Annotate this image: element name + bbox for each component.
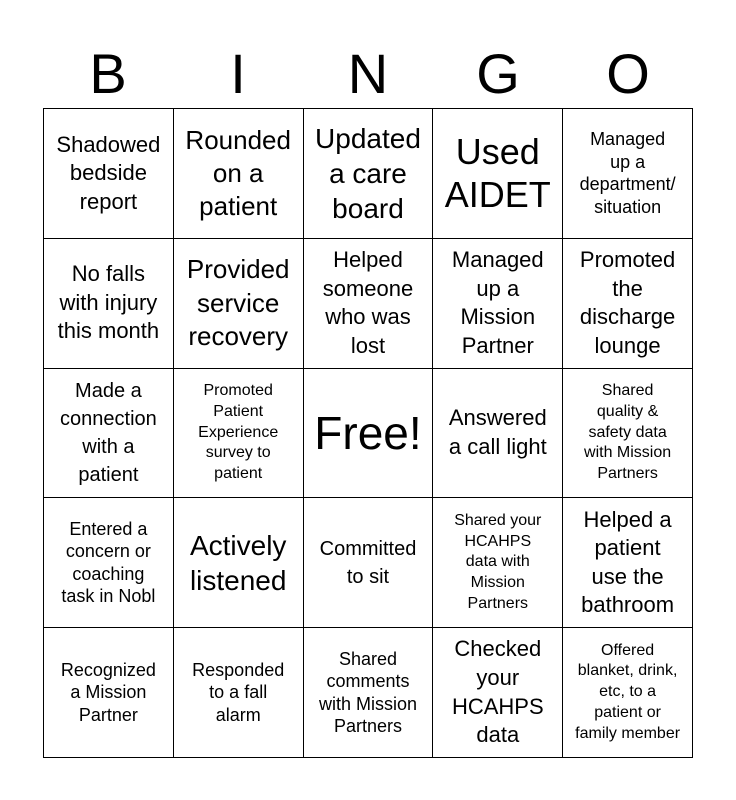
bingo-cell-free[interactable] [304,369,434,499]
cell-text: No falls with injury this month [57,261,160,344]
bingo-cell-r2-c1[interactable] [44,239,174,369]
cell-text: Managed up a Mission Partner [451,247,544,358]
bingo-cell-r4-c5[interactable] [563,498,693,628]
bingo-cell-r2-c3[interactable] [304,239,434,369]
bingo-cell-r2-c5[interactable] [563,239,693,369]
bingo-cell-r1-c2[interactable] [174,109,304,239]
cell-text: Provided service recovery [186,254,290,351]
bingo-cell-r4-c1[interactable] [44,498,174,628]
cell-text: Offered blanket, drink, etc, to a patient or family member [575,641,681,742]
cell-text: Shared comments with Mission Partners [318,648,417,737]
cell-text: Promoted Patient Experience survey to patient [198,382,279,483]
free-space-text: Free! [314,406,422,459]
bingo-cell-r3-c5[interactable] [563,369,693,499]
bingo-cell-r5-c5[interactable] [563,628,693,758]
header-letter-g: G [476,42,520,105]
bingo-cell-r2-c4[interactable] [433,239,563,369]
cell-text: Entered a concern or coaching task in Nobl [61,518,156,607]
cell-text: Answered a call light [448,405,547,459]
bingo-cell-r1-c3[interactable] [304,109,434,239]
cell-text: Helped someone who was lost [322,247,414,358]
bingo-cell-r5-c3[interactable] [304,628,434,758]
bingo-cell-r4-c3[interactable] [304,498,434,628]
cell-text: Rounded on a patient [185,124,291,222]
cell-text: Committed to sit [319,537,417,588]
cell-text: Updated a care board [315,122,421,224]
header-letter-b: B [89,42,127,105]
bingo-cell-r3-c4[interactable] [433,369,563,499]
bingo-cell-r1-c1[interactable] [44,109,174,239]
cell-text: Managed up a department/ situation [579,129,676,217]
bingo-cell-r5-c2[interactable] [174,628,304,758]
bingo-cell-r4-c2[interactable] [174,498,304,628]
cell-text: Shared quality & safety data with Mission Partners [584,382,672,483]
bingo-cell-r3-c1[interactable] [44,369,174,499]
cell-text: Recognized a Mission Partner [60,659,156,725]
header-letter-n: N [347,42,389,105]
cell-text: Shadowed bedside report [56,131,161,214]
bingo-cell-r5-c1[interactable] [44,628,174,758]
cell-text: Promoted the discharge lounge [579,247,676,358]
cell-text: Made a connection with a patient [60,379,157,486]
cell-text: Checked your HCAHPS data [451,636,544,748]
bingo-grid [43,108,693,758]
bingo-cell-r3-c2[interactable] [174,369,304,499]
cell-text: Responded to a fall alarm [192,659,285,725]
cell-text: Helped a patient use the bathroom [581,506,675,618]
bingo-cell-r2-c2[interactable] [174,239,304,369]
header-letter-i: I [230,42,246,105]
cell-text: Used AIDET [444,131,551,216]
cell-text: Actively listened [189,529,287,596]
bingo-cell-r1-c4[interactable] [433,109,563,239]
bingo-cell-r4-c4[interactable] [433,498,563,628]
bingo-header [43,40,693,108]
header-letter-o: O [606,42,650,105]
bingo-cell-r1-c5[interactable] [563,109,693,239]
cell-text: Shared your HCAHPS data with Mission Partners [454,511,542,612]
bingo-cell-r5-c4[interactable] [433,628,563,758]
